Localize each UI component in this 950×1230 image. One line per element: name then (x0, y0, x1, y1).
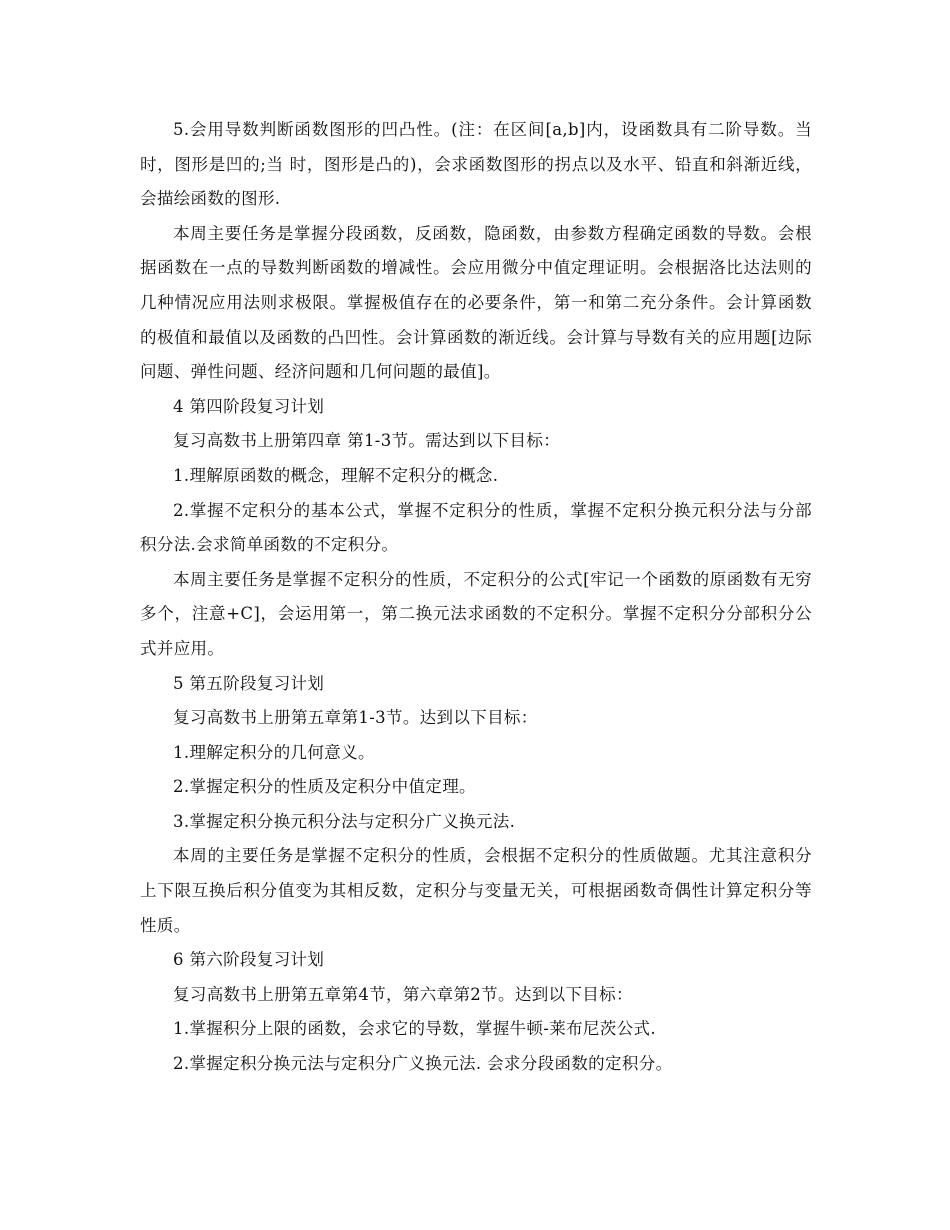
list-item-stage-4-goal-2: 2.掌握不定积分的基本公式，掌握不定积分的性质，掌握不定积分换元积分法与分部积分法.会求简单函数的不定积分。 (140, 500, 812, 555)
list-item-stage-5-goal-3: 3.掌握定积分换元积分法与定积分广义换元法. (173, 811, 516, 831)
list-item-stage-6-goal-2: 2.掌握定积分换元法与定积分广义换元法. 会求分段函数的定积分。 (173, 1054, 673, 1074)
paragraph-stage-4-scope: 复习高数书上册第四章 第1-3节。需达到以下目标： (173, 431, 561, 451)
section-heading-stage-5: 5 第五阶段复习计划 (173, 673, 325, 693)
list-item-stage-6-goal-1: 1.掌握积分上限的函数，会求它的导数，掌握牛顿-莱布尼茨公式. (173, 1019, 656, 1039)
paragraph-week-tasks-definite-integral: 本周的主要任务是掌握不定积分的性质，会根据不定积分的性质做题。尤其注意积分上下限互换后积分值变为其相反数，定积分与变量无关，可根据函数奇偶性计算定积分等性质。 (140, 846, 812, 935)
list-item-stage-4-goal-1: 1.理解原函数的概念，理解不定积分的概念. (173, 465, 499, 485)
paragraph-stage-6-scope: 复习高数书上册第五章第4节，第六章第2节。达到以下目标： (173, 984, 633, 1004)
paragraph-concavity: 5.会用导数判断函数图形的凹凸性。(注：在区间[a,b]内，设函数具有二阶导数。当 时，图形是凹的;当 时，图形是凸的)，会求函数图形的拐点以及水平、铅直和斜渐近线，会描绘函数的图形. (140, 120, 812, 209)
section-heading-stage-4: 4 第四阶段复习计划 (173, 396, 325, 416)
list-item-stage-5-goal-1: 1.理解定积分的几何意义。 (173, 742, 375, 762)
section-heading-stage-6: 6 第六阶段复习计划 (173, 950, 325, 970)
paragraph-stage-5-scope: 复习高数书上册第五章第1-3节。达到以下目标： (173, 708, 538, 728)
document-body (140, 113, 812, 1082)
paragraph-week-tasks-indefinite-integral: 本周主要任务是掌握不定积分的性质，不定积分的公式[牢记一个函数的原函数有无穷多个，注意+C]，会运用第一，第二换元法求函数的不定积分。掌握不定积分分部积分公式并应用。 (140, 569, 812, 658)
paragraph-week-tasks-derivatives: 本周主要任务是掌握分段函数，反函数，隐函数，由参数方程确定函数的导数。会根据函数在一点的导数判断函数的增减性。会应用微分中值定理证明。会根据洛比达法则的几种情况应用法则求极限。掌握极值存在的必要条件，第一和第二充分条件。会计算函数的极值和最值以及函数的凸凹性。会计算函数的渐近线。会计算与导数有关的应用题[边际问题、弹性问题、经济问题和几何问题的最值]。 (140, 223, 812, 382)
list-item-stage-5-goal-2: 2.掌握定积分的性质及定积分中值定理。 (173, 777, 476, 797)
